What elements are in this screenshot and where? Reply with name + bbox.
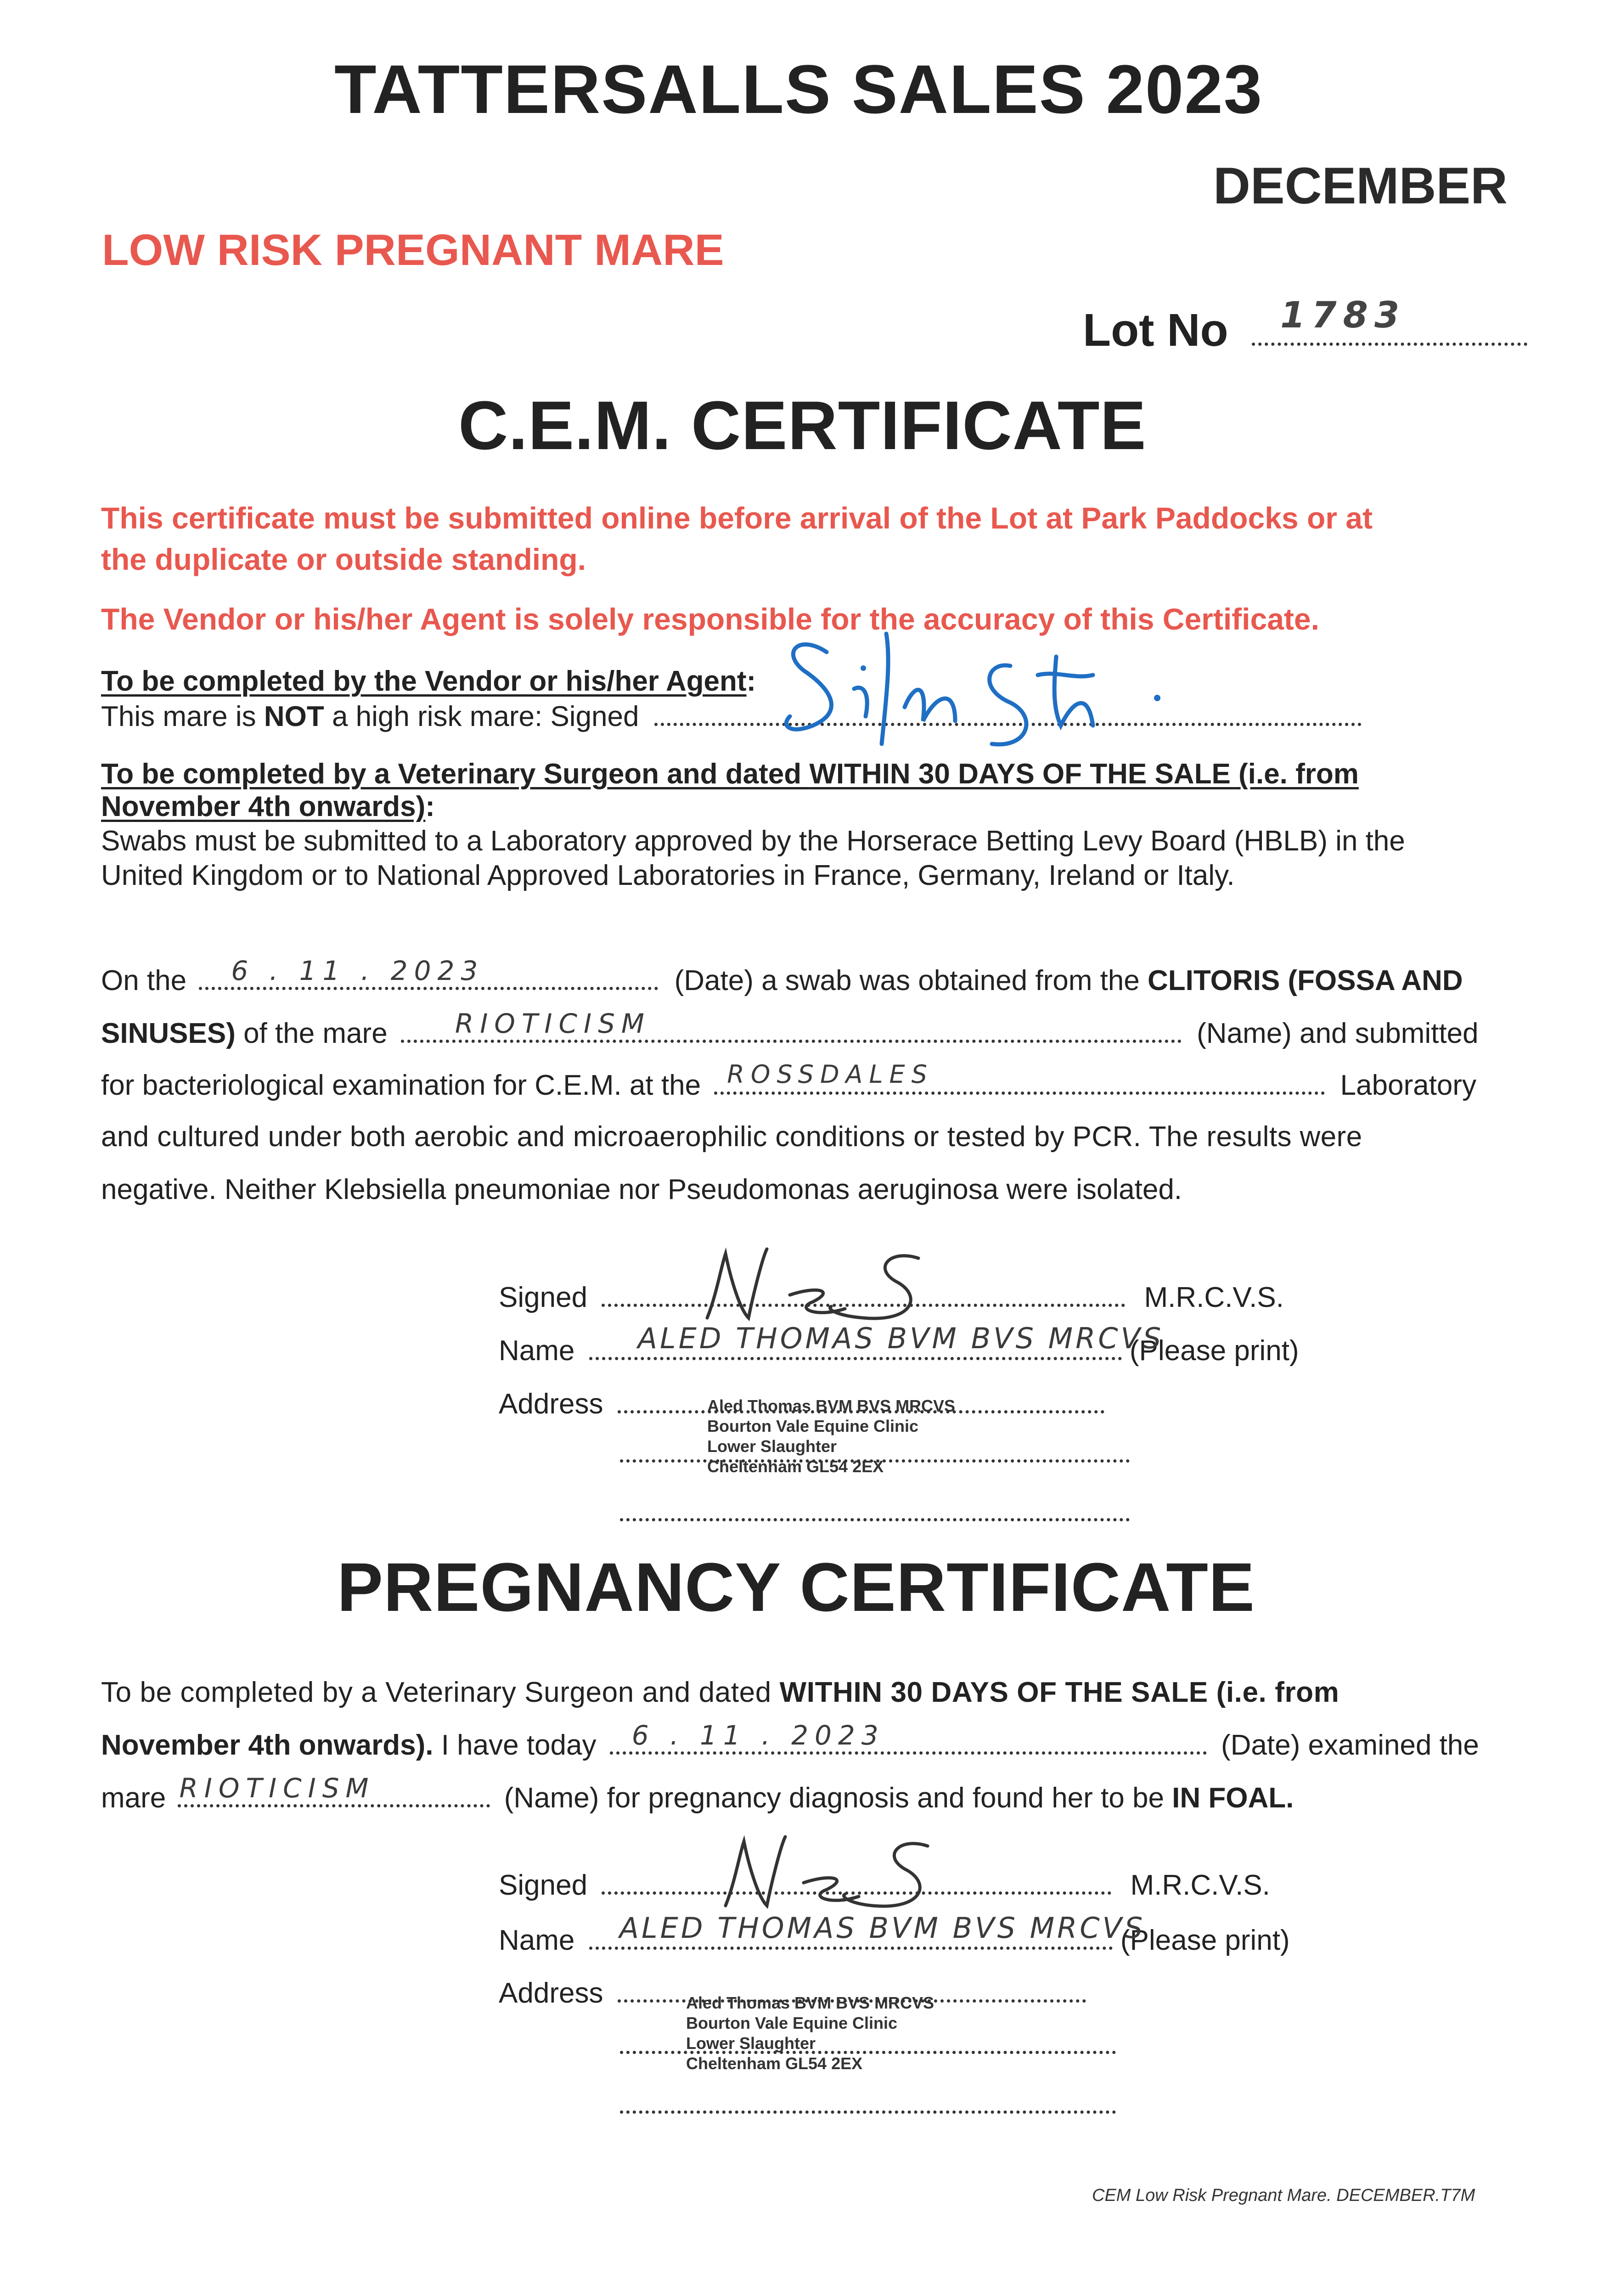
pregnancy-address-stamp [686, 1993, 934, 2074]
laboratory-handwritten: ROSSDALES [727, 1060, 934, 1089]
pregnancy-name-label: Name [499, 1925, 575, 1956]
swab-date-handwritten: 6 . 11 . 2023 [231, 955, 484, 986]
cem-name-dots [589, 1357, 1122, 1360]
mare-name-dots [401, 1040, 1182, 1043]
pregnancy-today-label: I have today [433, 1729, 597, 1761]
lot-number-dots [1252, 343, 1527, 346]
vendor-statement-b: a high risk mare: Signed [324, 701, 639, 732]
mare-name-handwritten: RIOTICISM [455, 1008, 651, 1039]
laboratory-label: Laboratory [1340, 1069, 1476, 1101]
cem-notice-line-2: the duplicate or outside standing. [101, 542, 586, 576]
swab-date-label: (Date) a swab was obtained from the [674, 965, 1148, 996]
vendor-heading: To be completed by the Vendor or his/her Agent [101, 665, 747, 697]
swab-date-line [101, 955, 1463, 997]
pregnancy-line-1a: To be completed by a Veterinary Surgeon and dated [101, 1677, 780, 1708]
cem-please-print: (Please print) [1129, 1335, 1299, 1367]
name-submitted-label: (Name) and submitted [1197, 1018, 1479, 1049]
cem-name-line [499, 1322, 1299, 1367]
pregnancy-line-3 [101, 1773, 1294, 1814]
lot-number-label: Lot No [1083, 304, 1228, 356]
pregnancy-please-print: (Please print) [1120, 1925, 1290, 1956]
stamp-line: Aled Thomas BVM BVS MRCVS [707, 1396, 956, 1415]
cem-address-dots-3 [620, 1515, 1130, 1524]
stamp-line: Lower Slaughter [686, 2034, 816, 2053]
vet-heading-b: WITHIN 30 DAYS OF THE SALE (i.e. from [809, 758, 1359, 790]
pregnancy-date-dots [610, 1751, 1207, 1755]
pregnancy-name-line [499, 1911, 1290, 1957]
stamp-line: Cheltenham GL54 2EX [686, 2054, 863, 2073]
cem-address-label: Address [499, 1388, 603, 1420]
pregnancy-line-1 [101, 1676, 1339, 1709]
lot-number-field [1083, 295, 1527, 357]
pregnancy-name-dots [589, 1947, 1113, 1950]
in-foal-label: IN FOAL. [1172, 1782, 1294, 1814]
sinuses-label: SINUSES) [101, 1018, 236, 1049]
mare-name-line [101, 1008, 1479, 1050]
pregnancy-date-handwritten: 6 . 11 . 2023 [631, 1720, 885, 1751]
pregnancy-mrcvs-label: M.R.C.V.S. [1130, 1869, 1270, 1901]
pregnancy-address-label: Address [499, 1977, 603, 2009]
stamp-line: Bourton Vale Equine Clinic [686, 2014, 898, 2032]
pregnancy-mare-dots [178, 1804, 490, 1807]
cem-responsibility-notice: The Vendor or his/her Agent is solely responsible for the accuracy of this Certificate. [101, 602, 1319, 636]
vet-heading-c: November 4th onwards) [101, 791, 426, 822]
cem-address-stamp [707, 1396, 955, 1477]
pregnancy-date-bold: November 4th onwards). [101, 1729, 433, 1761]
cem-vet-name-handwritten: ALED THOMAS BVM BVS MRCVS [637, 1322, 1164, 1355]
pregnancy-mare-label: mare [101, 1782, 166, 1814]
of-the-mare-label: of the mare [235, 1018, 388, 1049]
category-heading: LOW RISK PREGNANT MARE [102, 225, 724, 275]
laboratory-line [101, 1060, 1476, 1102]
negative-statement: negative. Neither Klebsiella pneumoniae nor Pseudomonas aeruginosa were isolated. [101, 1174, 1182, 1205]
pregnancy-certificate-title: PREGNANCY CERTIFICATE [337, 1548, 1255, 1626]
pregnancy-line-2 [101, 1720, 1479, 1761]
pregnancy-vet-signature [716, 1828, 955, 1919]
stamp-line: Aled Thomas BVM BVS MRCVS [686, 1993, 934, 2012]
pregnancy-mare-handwritten: RIOTICISM [179, 1773, 375, 1804]
culture-statement: and cultured under both aerobic and microaerophilic conditions or tested by PCR. The results were [101, 1121, 1362, 1153]
laboratory-dots [714, 1092, 1325, 1095]
cem-name-label: Name [499, 1335, 575, 1367]
pregnancy-diagnosis-label: (Name) for pregnancy diagnosis and found her to be [504, 1782, 1172, 1814]
pregnancy-signed-label: Signed [499, 1869, 588, 1901]
vendor-signature [771, 615, 1231, 771]
pregnancy-date-label: (Date) examined the [1221, 1729, 1479, 1761]
cem-signed-label: Signed [499, 1282, 588, 1313]
cem-mrcvs-label: M.R.C.V.S. [1144, 1282, 1284, 1313]
stamp-line: Cheltenham GL54 2EX [707, 1457, 884, 1476]
lot-number-handwritten: 1783 [1280, 295, 1406, 336]
stamp-line: Lower Slaughter [707, 1437, 837, 1456]
vendor-statement-a: This mare is [101, 701, 264, 732]
vet-heading-a: To be completed by a Veterinary Surgeon and dated [101, 758, 810, 790]
swab-instruction-2: United Kingdom or to National Approved Laboratories in France, Germany, Ireland or Italy. [101, 860, 1235, 891]
pregnancy-line-1b: WITHIN 30 DAYS OF THE SALE (i.e. from [779, 1677, 1340, 1708]
swab-instruction-1: Swabs must be submitted to a Laboratory approved by the Horserace Betting Levy Board (HBLB) in the [101, 825, 1405, 857]
cem-notice-line-1: This certificate must be submitted online before arrival of the Lot at Park Paddocks or at [101, 501, 1373, 535]
cem-vet-signature [698, 1240, 955, 1332]
stamp-line: Bourton Vale Equine Clinic [707, 1417, 919, 1435]
form-code-footer: CEM Low Risk Pregnant Mare. DECEMBER.T7M [1092, 2186, 1475, 2205]
swab-date-dots [199, 987, 658, 990]
swab-site: CLITORIS (FOSSA AND [1147, 965, 1463, 996]
cem-certificate-title: C.E.M. CERTIFICATE [458, 387, 1147, 464]
pregnancy-address-dots-3 [620, 2108, 1116, 2116]
vendor-section: To be completed by the Vendor or his/her Agent: This mare is NOT a high risk mare: Signed [101, 665, 1362, 733]
cem-submission-notice [101, 501, 1373, 577]
sale-month: DECEMBER [1213, 157, 1508, 214]
vet-section-heading: To be completed by a Veterinary Surgeon and dated WITHIN 30 DAYS OF THE SALE (i.e. from November 4th onwards): Swabs must be submitted to a Laboratory approved by the Horserace Betting Levy Board (HBLB) in the United Kingdom or to National Approved Laboratories in France, Germany, Ireland or Italy. [101, 758, 1405, 891]
on-the-label: On the [101, 965, 187, 996]
exam-label: for bacteriological examination for C.E.M. at the [101, 1069, 701, 1101]
sale-title: TATTERSALLS SALES 2023 [334, 51, 1263, 128]
vendor-statement-not: NOT [264, 701, 324, 732]
pregnancy-vet-name-handwritten: ALED THOMAS BVM BVS MRCVS [619, 1911, 1146, 1945]
